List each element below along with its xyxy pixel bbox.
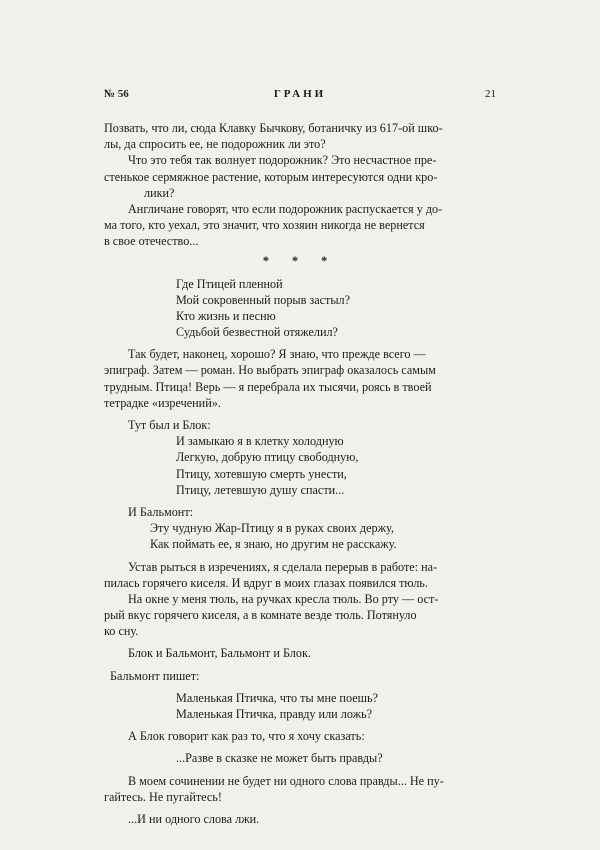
- text-line: Что это тебя так волнует подорожник? Это несчастное пре-: [128, 153, 437, 168]
- text-line: лики?: [144, 185, 175, 200]
- epigraph-line: Судьбой безвестной отяжелил?: [176, 325, 338, 340]
- text-line: Позвать, что ли, сюда Клавку Бычкову, ботаничку из 617-ой шко-: [104, 121, 443, 135]
- verse-line: Эту чудную Жар-Птицу я в руках своих держу,: [150, 521, 394, 536]
- text-line: тетрадке «изречений».: [104, 395, 221, 410]
- text-line: Бальмонт пишет:: [110, 668, 200, 683]
- text-line: пилась горячего киселя. И вдруг в моих глазах появился тюль.: [104, 575, 428, 590]
- text-line: ма того, кто уехал, это значит, что хозяин никогда не вернется: [104, 218, 425, 233]
- text-line: И Бальмонт:: [128, 504, 194, 519]
- verse-line: Легкую, добрую птицу свободную,: [176, 450, 359, 465]
- epigraph-line: Мой сокровенный порыв застыл?: [176, 292, 351, 307]
- verse-line: Маленькая Птичка, что ты мне поешь?: [176, 690, 378, 705]
- issue-number: № 56: [104, 88, 129, 100]
- text-line: гайтесь. Не пугайтесь!: [104, 789, 222, 804]
- text-line: Англичане говорят, что если подорожник распускается у до-: [128, 201, 443, 216]
- text-line: стенькое сермяжное растение, которым интересуются одни кро-: [104, 169, 438, 184]
- text-line: Тут был и Блок:: [128, 418, 211, 432]
- body-text: [104, 120, 496, 827]
- text-line: в свое отечество...: [104, 234, 199, 249]
- verse-line: ...Разве в сказке не может быть правды?: [176, 751, 383, 766]
- verse-line: И замыкаю я в клетку холодную: [176, 434, 344, 449]
- page-number: 21: [485, 88, 496, 100]
- text-line: трудным. Птица! Верь — я перебрала их тысячи, роясь в твоей: [104, 379, 432, 394]
- journal-title: ГРАНИ: [273, 88, 327, 100]
- section-divider: * * *: [262, 253, 338, 268]
- running-header: [104, 88, 496, 106]
- verse-line: Птицу, хотевшую смерть унести,: [176, 466, 347, 481]
- text-line: В моем сочинении не будет ни одного слова правды... Не пу-: [128, 773, 444, 788]
- text-line: рый вкус горячего киселя, а в комнате везде тюль. Потянуло: [104, 608, 417, 623]
- text-line: Блок и Бальмонт, Бальмонт и Блок.: [128, 646, 311, 661]
- text-line: Устав рыться в изречениях, я сделала перерыв в работе: на-: [128, 559, 438, 574]
- text-line: Так будет, наконец, хорошо? Я знаю, что прежде всего —: [128, 347, 426, 362]
- text-line: ко сну.: [104, 624, 139, 639]
- text-line: лы, да спросить ее, не подорожник ли это?: [104, 137, 326, 152]
- verse-line: Маленькая Птичка, правду или ложь?: [176, 707, 372, 721]
- verse-line: Птицу, летевшую душу спасти...: [176, 482, 345, 497]
- text-line: А Блок говорит как раз то, что я хочу сказать:: [128, 729, 365, 744]
- epigraph-line: Кто жизнь и песню: [176, 308, 276, 323]
- text-line: ...И ни одного слова лжи.: [128, 811, 260, 826]
- text-line: эпиграф. Затем — роман. Но выбрать эпиграф оказалось самым: [104, 363, 436, 378]
- verse-line: Как поймать ее, я знаю, но другим не расскажу.: [150, 537, 397, 552]
- text-line: На окне у меня тюль, на ручках кресла тюль. Во рту — ост-: [128, 591, 439, 606]
- epigraph-line: Где Птицей пленной: [176, 276, 283, 291]
